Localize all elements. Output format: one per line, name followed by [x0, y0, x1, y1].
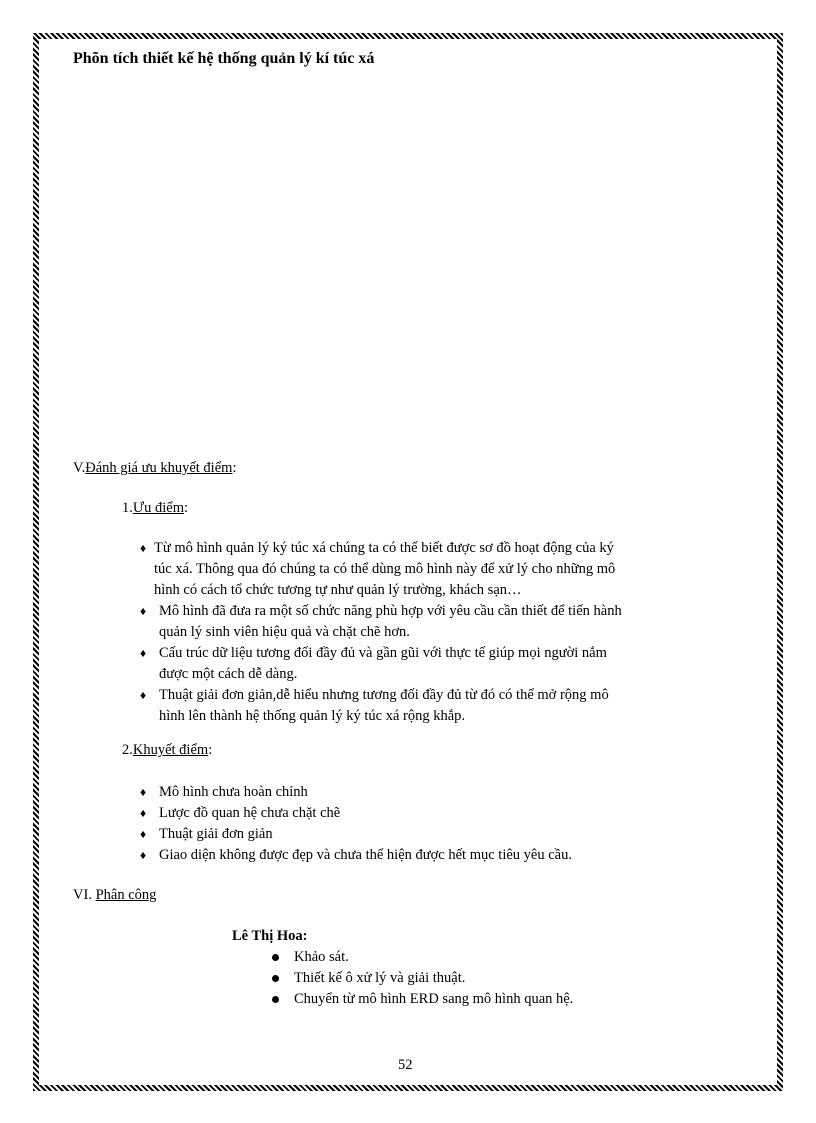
list-item	[270, 989, 573, 1010]
bullet-dot-icon	[272, 954, 279, 961]
list-item-line: Mô hình đã đưa ra một số chức năng phù hợp với yêu cầu cần thiết để tiến hành	[159, 603, 622, 619]
section-5-heading	[73, 458, 236, 479]
diamond-bullet-icon: ♦	[140, 785, 147, 799]
list-item-text: Giao diện không được đẹp và chưa thể hiện được hết mục tiêu yêu cầu.	[159, 847, 572, 863]
list-item	[140, 601, 622, 643]
list-item	[140, 845, 572, 866]
pros-list	[140, 538, 622, 727]
assignee-name: Lê Thị Hoa:	[232, 928, 308, 944]
list-item-line: Thuật giải đơn giản,dễ hiểu nhưng tương đối đầy đủ từ đó có thể mở rộng mô	[159, 687, 609, 703]
list-item-text: Lược đồ quan hệ chưa chặt chẽ	[159, 805, 341, 821]
list-item	[140, 782, 572, 803]
cons-heading	[122, 740, 212, 761]
cons-colon: :	[208, 742, 213, 758]
list-item	[270, 968, 573, 989]
section-5-colon: :	[232, 460, 237, 476]
list-item-text: Mô hình chưa hoàn chỉnh	[159, 784, 308, 800]
list-item-line: hình lên thành hệ thống quản lý ký túc xá rộng khắp.	[159, 708, 466, 724]
list-item	[140, 824, 572, 845]
pros-heading	[122, 498, 188, 519]
task-text: Thiết kế ô xử lý và giải thuật.	[294, 970, 466, 986]
diamond-bullet-icon: ♦	[140, 827, 147, 841]
pros-number: 1.	[122, 500, 133, 516]
diamond-bullet-icon: ♦	[140, 806, 147, 820]
list-item-line: Cấu trúc dữ liệu tương đối đầy đủ và gần gũi với thực tế giúp mọi người nắm	[159, 645, 607, 661]
section-6-number: VI.	[73, 887, 92, 903]
list-item	[140, 803, 572, 824]
list-item	[140, 685, 622, 727]
diamond-bullet-icon: ♦	[140, 604, 147, 618]
list-item	[270, 947, 573, 968]
list-item	[140, 538, 622, 601]
list-item	[140, 643, 622, 685]
task-text: Chuyển từ mô hình ERD sang mô hình quan hệ.	[294, 991, 574, 1007]
diamond-bullet-icon: ♦	[140, 848, 147, 862]
bullet-dot-icon	[272, 996, 279, 1003]
list-item-line: túc xá. Thông qua đó chúng ta có thể dùng mô hình này để xử lý cho những mô	[154, 561, 616, 577]
cons-number: 2.	[122, 742, 133, 758]
list-item-text: Thuật giải đơn giản	[159, 826, 273, 842]
pros-colon: :	[184, 500, 189, 516]
task-text: Khảo sát.	[294, 949, 349, 965]
page-number: 52	[398, 1057, 413, 1073]
list-item-line: hình có cách tổ chức tương tự như quản lý trường, khách sạn…	[154, 582, 522, 598]
section-6-heading	[73, 885, 156, 906]
task-list	[270, 947, 573, 1010]
section-5-title: Đánh giá ưu khuyết điểm	[85, 460, 233, 476]
cons-list	[140, 782, 572, 866]
diamond-bullet-icon: ♦	[140, 541, 147, 555]
section-6-title: Phân công	[95, 887, 157, 903]
pros-title: Ưu điểm	[132, 500, 184, 516]
page-title: Phõn tích thiết kế hệ thống quản lý kí túc xá	[73, 50, 375, 67]
diamond-bullet-icon: ♦	[140, 688, 147, 702]
list-item-line: quản lý sinh viên hiệu quả và chặt chẽ hơn.	[159, 624, 410, 640]
diamond-bullet-icon: ♦	[140, 646, 147, 660]
bullet-dot-icon	[272, 975, 279, 982]
section-5-number: V.	[73, 460, 86, 476]
cons-title: Khuyết điểm	[132, 742, 209, 758]
list-item-line: được một cách dễ dàng.	[159, 666, 298, 682]
list-item-line: Từ mô hình quản lý ký túc xá chúng ta có thể biết được sơ đồ hoạt động của ký	[154, 540, 614, 556]
